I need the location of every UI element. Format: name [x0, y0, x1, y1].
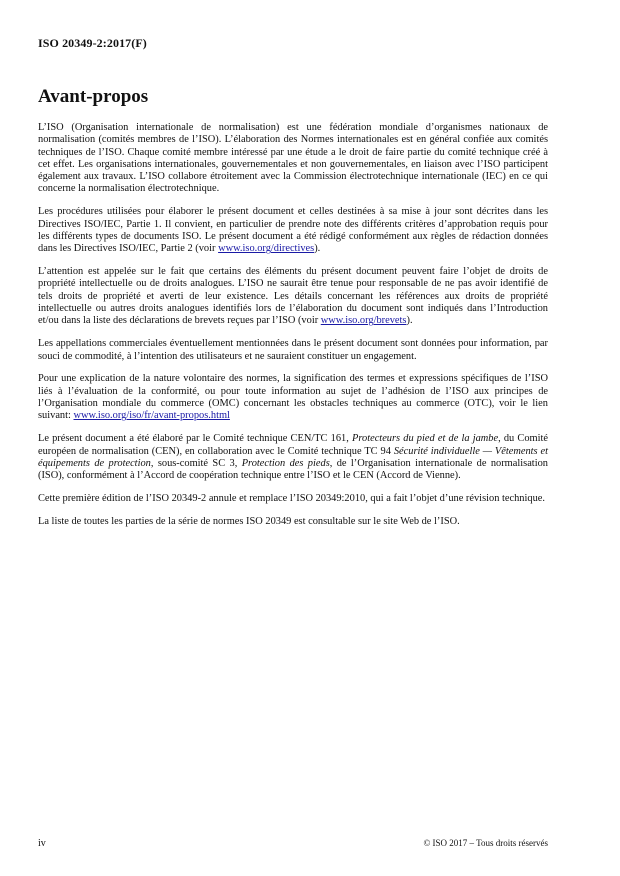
page-number: iv [38, 838, 46, 849]
paragraph-procedures [38, 206, 548, 255]
paragraph-voluntary-nature [38, 373, 548, 422]
copyright-notice: © ISO 2017 – Tous droits réservés [423, 838, 548, 848]
paragraph-edition: Cette première édition de l’ISO 20349-2 annule et remplace l’ISO 20349:2010, qui a fait l’objet d’une révision technique. [38, 492, 545, 504]
directives-link[interactable]: www.iso.org/directives [218, 243, 315, 255]
committee-title-cen: Protecteurs du pied et de la jambe [352, 433, 499, 445]
document-id-header: ISO 20349-2:2017(F) [38, 36, 147, 50]
committee-text-b: , du Comité européen de normalisation (CEN), en collaboration avec le Comité technique TC 94 [38, 433, 548, 457]
page-title: Avant-propos [38, 86, 149, 107]
foreword-body [38, 122, 548, 539]
committee-title-iso: Sécurité individuelle — Vêtements et équipements de protection [38, 445, 548, 469]
paragraph-patents-text: L’attention est appelée sur le fait que certains des éléments du présent document peuvent faire l’objet de droits de propriété intellectuelle ou de droits analogues. L’ISO ne saurait être tenue pour responsable de ne pas avoir identifié de tels droits de propriété et averti de leur existence. Les détails concernant les références aux droits de propriété intellectuelle ou autres droits analogues identifiés lors de l’élaboration du document sont indiqués dans l’Introduction et/ou dans la liste des déclarations de brevets reçues par l’ISO (voir [38, 266, 548, 327]
paragraph-iso-intro: L’ISO (Organisation internationale de normalisation) est une fédération mondiale d’organismes nationaux de normalisation (comités membres de l’ISO). L’élaboration des Normes internationales est en général confiée aux comités techniques de l’ISO. Chaque comité membre intéressé par une étude a le droit de faire partie du comité technique créé à cet effet. Les organisations internationales, gouvernementales et non gouvernementales, en liaison avec l’ISO participent également aux travaux. L’ISO collabore étroitement avec la Commission électrotechnique internationale (IEC) en ce qui concerne la normalisation électrotechnique. [38, 122, 548, 195]
committee-text-c: , sous-comité SC 3, [150, 457, 242, 469]
foreword-info-link[interactable]: www.iso.org/iso/fr/avant-propos.html [73, 410, 230, 422]
committee-text-d: , de l’Organisation internationale de normalisation (ISO), conformément à l’Accord de coopération technique entre l’ISO et le CEN (Accord de Vienne). [38, 457, 548, 482]
committee-text-a: Le présent document a été élaboré par le Comité technique CEN/TC 161, [38, 433, 352, 445]
paragraph-trade-names: Les appellations commerciales éventuellement mentionnées dans le présent document sont données pour information, par souci de commodité, à l’intention des utilisateurs et ne sauraient constituer un engagement. [38, 338, 548, 362]
patents-link[interactable]: www.iso.org/brevets [320, 315, 407, 327]
paragraph-series-list: La liste de toutes les parties de la série de normes ISO 20349 est consultable sur le site Web de l’ISO. [38, 515, 460, 527]
paragraph-patents [38, 266, 548, 327]
paragraph-committee [38, 433, 548, 482]
paragraph-voluntary-text: Pour une explication de la nature volontaire des normes, la signification des termes et expressions spécifiques de l’ISO liés à l’évaluation de la conformité, ou pour toute information au sujet de l’adhésion de l’ISO aux principes de l’Organisation mondiale du commerce (OMC) concernant les obstacles techniques au commerce (OTC), voir le lien suivant: [38, 373, 548, 422]
subcommittee-title: Protection des pieds [241, 457, 330, 469]
paragraph-patents-end: ). [406, 315, 413, 327]
paragraph-procedures-end: ). [314, 243, 321, 255]
paragraph-procedures-text: Les procédures utilisées pour élaborer le présent document et celles destinées à sa mise à jour sont décrites dans les Directives ISO/IEC, Partie 1. Il convient, en particulier de prendre note des différents critères d’approbation requis pour les différents types de documents ISO. Le présent document a été rédigé conformément aux règles de rédaction données dans les Directives ISO/IEC, Partie 2 (voir [38, 206, 548, 255]
